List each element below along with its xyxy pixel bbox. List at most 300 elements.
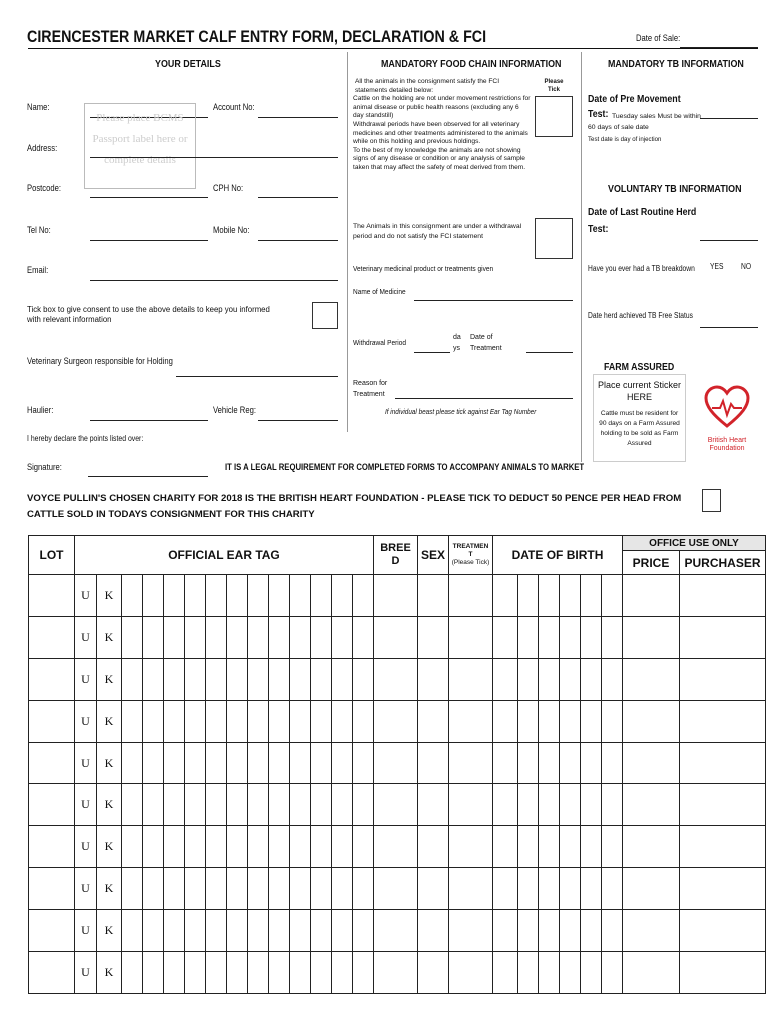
ear-tag-digit-cell[interactable] (122, 910, 143, 952)
reason-field[interactable] (395, 398, 573, 399)
dob-digit-cell[interactable] (602, 700, 623, 742)
ear-tag-digit-cell[interactable] (269, 575, 290, 617)
dob-header: DATE OF BIRTH (493, 536, 623, 575)
ear-tag-digit-cell[interactable] (206, 952, 227, 994)
price-cell[interactable] (623, 700, 680, 742)
ear-tag-digit-cell[interactable] (206, 784, 227, 826)
purchaser-cell[interactable] (680, 575, 766, 617)
withdrawal-checkbox[interactable] (535, 218, 573, 259)
dob-digit-cell[interactable] (493, 784, 518, 826)
lot-cell[interactable] (29, 742, 75, 784)
price-cell[interactable] (623, 868, 680, 910)
lot-cell[interactable] (29, 784, 75, 826)
price-cell[interactable] (623, 952, 680, 994)
price-cell[interactable] (623, 658, 680, 700)
dob-digit-cell[interactable] (560, 616, 581, 658)
dob-digit-cell[interactable] (602, 910, 623, 952)
consent-text: Tick box to give consent to use the above details to keep you informed with relevant information (27, 305, 270, 324)
signature-label: Signature: (27, 462, 62, 472)
dob-digit-cell[interactable] (518, 784, 539, 826)
price-cell[interactable] (623, 826, 680, 868)
ear-tag-digit-cell[interactable] (311, 784, 332, 826)
ear-tag-digit-cell[interactable] (122, 742, 143, 784)
ear-tag-digit-cell[interactable] (206, 658, 227, 700)
lot-cell[interactable] (29, 700, 75, 742)
purchaser-cell[interactable] (680, 952, 766, 994)
farm-assured-heading: FARM ASSURED (604, 361, 675, 373)
ear-tag-digit-cell[interactable] (227, 658, 248, 700)
treatment-cell[interactable] (449, 575, 493, 617)
ear-tag-digit-cell[interactable] (227, 616, 248, 658)
ear-tag-digit-cell[interactable] (122, 575, 143, 617)
ear-tag-digit-cell[interactable] (206, 742, 227, 784)
treatment-header (449, 536, 493, 575)
ear-tag-digit-cell[interactable] (269, 658, 290, 700)
ear-tag-k: K (97, 616, 122, 658)
lot-cell[interactable] (29, 952, 75, 994)
lot-cell[interactable] (29, 910, 75, 952)
tb-free-date-field[interactable] (700, 327, 758, 328)
dob-digit-cell[interactable] (493, 700, 518, 742)
ear-tag-digit-cell[interactable] (311, 952, 332, 994)
ear-tag-digit-cell[interactable] (290, 616, 311, 658)
dob-digit-cell[interactable] (602, 784, 623, 826)
account-no-field[interactable] (258, 117, 338, 118)
dob-digit-cell[interactable] (581, 575, 602, 617)
dob-digit-cell[interactable] (581, 784, 602, 826)
ear-tag-digit-cell[interactable] (185, 658, 206, 700)
ear-tag-digit-cell[interactable] (206, 826, 227, 868)
ear-tag-digit-cell[interactable] (353, 868, 374, 910)
ear-tag-digit-cell[interactable] (353, 826, 374, 868)
ear-tag-digit-cell[interactable] (311, 910, 332, 952)
ear-tag-digit-cell[interactable] (311, 742, 332, 784)
ear-tag-digit-cell[interactable] (227, 952, 248, 994)
last-routine-date-field[interactable] (700, 240, 758, 241)
dob-digit-cell[interactable] (560, 826, 581, 868)
dob-digit-cell[interactable] (539, 868, 560, 910)
ear-tag-digit-cell[interactable] (122, 658, 143, 700)
ear-tag-digit-cell[interactable] (206, 910, 227, 952)
lot-cell[interactable] (29, 868, 75, 910)
dob-digit-cell[interactable] (602, 616, 623, 658)
ear-tag-digit-cell[interactable] (206, 700, 227, 742)
ear-tag-digit-cell[interactable] (269, 868, 290, 910)
sex-cell[interactable] (418, 575, 449, 617)
breed-cell[interactable] (374, 868, 418, 910)
ear-tag-digit-cell[interactable] (143, 658, 164, 700)
tb-no-option[interactable]: NO (741, 262, 752, 271)
ear-tag-digit-cell[interactable] (332, 826, 353, 868)
ear-tag-digit-cell[interactable] (122, 952, 143, 994)
sex-cell[interactable] (418, 700, 449, 742)
individual-note: If individual beast please tick against Ear Tag Number (385, 407, 537, 416)
ear-tag-u: U (75, 910, 97, 952)
price-cell[interactable] (623, 742, 680, 784)
fci-satisfy-checkbox[interactable] (535, 96, 573, 137)
ear-tag-digit-cell[interactable] (206, 616, 227, 658)
ear-tag-digit-cell[interactable] (227, 826, 248, 868)
ear-tag-digit-cell[interactable] (290, 952, 311, 994)
cph-no-field[interactable] (258, 197, 338, 198)
declare-text: I hereby declare the points listed over: (27, 434, 144, 443)
ear-tag-digit-cell[interactable] (311, 826, 332, 868)
ear-tag-digit-cell[interactable] (164, 784, 185, 826)
dob-digit-cell[interactable] (518, 658, 539, 700)
purchaser-cell[interactable] (680, 784, 766, 826)
ear-tag-digit-cell[interactable] (311, 868, 332, 910)
withdrawal-period-label: Withdrawal Period (353, 338, 406, 347)
breed-cell[interactable] (374, 784, 418, 826)
vet-surgeon-field[interactable] (176, 376, 338, 377)
haulier-field[interactable] (90, 420, 208, 421)
ear-tag-digit-cell[interactable] (122, 700, 143, 742)
treatment-cell[interactable] (449, 742, 493, 784)
ear-tag-digit-cell[interactable] (164, 575, 185, 617)
price-cell[interactable] (623, 575, 680, 617)
ear-tag-digit-cell[interactable] (269, 742, 290, 784)
ear-tag-digit-cell[interactable] (353, 616, 374, 658)
sex-cell[interactable] (418, 616, 449, 658)
ear-tag-digit-cell[interactable] (185, 868, 206, 910)
ear-tag-digit-cell[interactable] (332, 784, 353, 826)
dob-digit-cell[interactable] (518, 952, 539, 994)
ear-tag-digit-cell[interactable] (185, 784, 206, 826)
dob-digit-cell[interactable] (560, 868, 581, 910)
dob-digit-cell[interactable] (560, 784, 581, 826)
dob-digit-cell[interactable] (581, 826, 602, 868)
ear-tag-digit-cell[interactable] (248, 826, 269, 868)
ear-tag-digit-cell[interactable] (248, 784, 269, 826)
ear-tag-digit-cell[interactable] (332, 616, 353, 658)
dob-digit-cell[interactable] (493, 742, 518, 784)
tb-free-label: Date herd achieved TB Free Status (588, 311, 693, 320)
ear-tag-digit-cell[interactable] (290, 910, 311, 952)
ear-tag-digit-cell[interactable] (143, 742, 164, 784)
dob-digit-cell[interactable] (493, 952, 518, 994)
dob-digit-cell[interactable] (518, 616, 539, 658)
ear-tag-digit-cell[interactable] (290, 868, 311, 910)
dob-digit-cell[interactable] (539, 826, 560, 868)
name-of-medicine-field[interactable] (414, 300, 573, 301)
ear-tag-digit-cell[interactable] (290, 658, 311, 700)
ear-tag-digit-cell[interactable] (353, 784, 374, 826)
dob-digit-cell[interactable] (581, 868, 602, 910)
purchaser-cell[interactable] (680, 742, 766, 784)
title-underline (28, 48, 758, 49)
breed-cell[interactable] (374, 616, 418, 658)
email-field[interactable] (90, 280, 338, 281)
ear-tag-digit-cell[interactable] (122, 826, 143, 868)
ear-tag-digit-cell[interactable] (164, 616, 185, 658)
dob-digit-cell[interactable] (539, 575, 560, 617)
dob-digit-cell[interactable] (560, 910, 581, 952)
ear-tag-digit-cell[interactable] (269, 910, 290, 952)
ear-tag-digit-cell[interactable] (311, 616, 332, 658)
dob-digit-cell[interactable] (539, 784, 560, 826)
dob-digit-cell[interactable] (518, 742, 539, 784)
treatment-cell[interactable] (449, 826, 493, 868)
sex-cell[interactable] (418, 952, 449, 994)
dob-digit-cell[interactable] (518, 575, 539, 617)
dob-digit-cell[interactable] (539, 616, 560, 658)
dob-digit-cell[interactable] (539, 658, 560, 700)
ear-tag-digit-cell[interactable] (290, 742, 311, 784)
ear-tag-digit-cell[interactable] (269, 700, 290, 742)
ear-tag-digit-cell[interactable] (332, 700, 353, 742)
dob-digit-cell[interactable] (518, 910, 539, 952)
ear-tag-digit-cell[interactable] (143, 826, 164, 868)
treatment-cell[interactable] (449, 616, 493, 658)
ear-tag-digit-cell[interactable] (164, 658, 185, 700)
dob-digit-cell[interactable] (493, 616, 518, 658)
ear-tag-digit-cell[interactable] (143, 575, 164, 617)
treatment-cell[interactable] (449, 910, 493, 952)
purchaser-cell[interactable] (680, 910, 766, 952)
dob-digit-cell[interactable] (518, 868, 539, 910)
dob-digit-cell[interactable] (493, 910, 518, 952)
ear-tag-digit-cell[interactable] (311, 658, 332, 700)
ear-tag-digit-cell[interactable] (290, 784, 311, 826)
dob-digit-cell[interactable] (581, 742, 602, 784)
date-of-sale-label: Date of Sale: (636, 33, 681, 43)
ear-tag-digit-cell[interactable] (248, 742, 269, 784)
purchaser-cell[interactable] (680, 658, 766, 700)
ear-tag-u: U (75, 742, 97, 784)
ear-tag-digit-cell[interactable] (227, 742, 248, 784)
ear-tag-digit-cell[interactable] (332, 910, 353, 952)
dob-digit-cell[interactable] (560, 575, 581, 617)
ear-tag-digit-cell[interactable] (332, 575, 353, 617)
table-row (29, 575, 766, 617)
ear-tag-digit-cell[interactable] (206, 575, 227, 617)
charity-checkbox[interactable] (702, 489, 721, 512)
ear-tag-digit-cell[interactable] (353, 910, 374, 952)
ear-tag-digit-cell[interactable] (353, 952, 374, 994)
purchaser-cell[interactable] (680, 700, 766, 742)
breed-cell[interactable] (374, 700, 418, 742)
ear-tag-digit-cell[interactable] (353, 658, 374, 700)
ear-tag-digit-cell[interactable] (248, 575, 269, 617)
ear-tag-digit-cell[interactable] (185, 952, 206, 994)
fci-statement: Cattle on the holding are not under movement restrictions for animal disease or public health reasons (excluding any 6 day standstill) (353, 95, 531, 120)
ear-tag-digit-cell[interactable] (185, 826, 206, 868)
treatment-cell[interactable] (449, 658, 493, 700)
sex-cell[interactable] (418, 826, 449, 868)
ear-tag-digit-cell[interactable] (227, 575, 248, 617)
price-cell[interactable] (623, 784, 680, 826)
ear-tag-digit-cell[interactable] (332, 952, 353, 994)
dob-digit-cell[interactable] (602, 658, 623, 700)
ear-tag-digit-cell[interactable] (248, 700, 269, 742)
sex-cell[interactable] (418, 910, 449, 952)
ear-tag-digit-cell[interactable] (290, 826, 311, 868)
dob-digit-cell[interactable] (560, 700, 581, 742)
reason-label: Reason for Treatment (353, 380, 388, 398)
ear-tag-digit-cell[interactable] (164, 826, 185, 868)
ear-tag-u: U (75, 868, 97, 910)
purchaser-cell[interactable] (680, 868, 766, 910)
lot-cell[interactable] (29, 575, 75, 617)
pre-movement-date-field[interactable] (700, 118, 758, 119)
dob-digit-cell[interactable] (539, 700, 560, 742)
ear-tag-digit-cell[interactable] (248, 868, 269, 910)
lot-cell[interactable] (29, 658, 75, 700)
cph-no-label: CPH No: (213, 183, 244, 193)
farm-assured-sticker-area[interactable] (593, 374, 686, 462)
ear-tag-digit-cell[interactable] (311, 700, 332, 742)
dob-digit-cell[interactable] (581, 658, 602, 700)
ear-tag-digit-cell[interactable] (227, 868, 248, 910)
dob-digit-cell[interactable] (560, 658, 581, 700)
dob-digit-cell[interactable] (539, 742, 560, 784)
ear-tag-digit-cell[interactable] (185, 910, 206, 952)
days-label: da ys (453, 334, 461, 352)
lot-cell[interactable] (29, 826, 75, 868)
ear-tag-k: K (97, 868, 122, 910)
breed-cell[interactable] (374, 742, 418, 784)
ear-tag-digit-cell[interactable] (143, 700, 164, 742)
purchaser-cell[interactable] (680, 616, 766, 658)
ear-tag-digit-cell[interactable] (227, 784, 248, 826)
fci-statements (353, 78, 531, 173)
ear-tag-k: K (97, 826, 122, 868)
breed-cell[interactable] (374, 575, 418, 617)
ear-tag-digit-cell[interactable] (248, 616, 269, 658)
dob-digit-cell[interactable] (493, 658, 518, 700)
sex-cell[interactable] (418, 784, 449, 826)
ear-tag-digit-cell[interactable] (353, 742, 374, 784)
bcms-label-area[interactable] (84, 103, 196, 189)
ear-tag-digit-cell[interactable] (269, 784, 290, 826)
price-cell[interactable] (623, 910, 680, 952)
dob-digit-cell[interactable] (560, 742, 581, 784)
dob-digit-cell[interactable] (518, 700, 539, 742)
ear-tag-digit-cell[interactable] (248, 910, 269, 952)
dob-digit-cell[interactable] (518, 826, 539, 868)
sex-cell[interactable] (418, 868, 449, 910)
mobile-no-field[interactable] (258, 240, 338, 241)
breed-cell[interactable] (374, 910, 418, 952)
ear-tag-digit-cell[interactable] (353, 575, 374, 617)
ear-tag-digit-cell[interactable] (248, 952, 269, 994)
ear-tag-digit-cell[interactable] (332, 658, 353, 700)
table-row (29, 868, 766, 910)
ear-tag-digit-cell[interactable] (164, 742, 185, 784)
ear-tag-digit-cell[interactable] (332, 868, 353, 910)
ear-tag-header: OFFICIAL EAR TAG (75, 536, 374, 575)
tel-no-field[interactable] (90, 240, 208, 241)
ear-tag-digit-cell[interactable] (269, 826, 290, 868)
dob-digit-cell[interactable] (581, 952, 602, 994)
ear-tag-digit-cell[interactable] (122, 616, 143, 658)
dob-digit-cell[interactable] (581, 700, 602, 742)
price-cell[interactable] (623, 616, 680, 658)
ear-tag-digit-cell[interactable] (269, 952, 290, 994)
ear-tag-digit-cell[interactable] (185, 742, 206, 784)
ear-tag-digit-cell[interactable] (143, 952, 164, 994)
heart-icon (702, 382, 752, 432)
fci-statement: To the best of my knowledge the animals are not showing signs of any disease or condition or any analysis of sample taken that may affect the safety of meat derived from them. (353, 146, 526, 171)
dob-digit-cell[interactable] (581, 616, 602, 658)
breed-cell[interactable] (374, 658, 418, 700)
ear-tag-digit-cell[interactable] (248, 658, 269, 700)
ear-tag-digit-cell[interactable] (353, 700, 374, 742)
email-label: Email: (27, 265, 49, 275)
lot-header: LOT (29, 536, 75, 575)
treatment-cell[interactable] (449, 784, 493, 826)
treatment-cell[interactable] (449, 952, 493, 994)
table-row (29, 826, 766, 868)
lot-cell[interactable] (29, 616, 75, 658)
dob-digit-cell[interactable] (602, 575, 623, 617)
ear-tag-digit-cell[interactable] (269, 616, 290, 658)
vet-product-label: Veterinary medicinal product or treatments given (353, 264, 494, 273)
sex-cell[interactable] (418, 658, 449, 700)
vehicle-reg-field[interactable] (258, 420, 338, 421)
dob-digit-cell[interactable] (581, 910, 602, 952)
ear-tag-digit-cell[interactable] (164, 700, 185, 742)
breed-cell[interactable] (374, 952, 418, 994)
purchaser-header: PURCHASER (680, 551, 766, 575)
price-header: PRICE (623, 551, 680, 575)
dob-digit-cell[interactable] (493, 868, 518, 910)
ear-tag-digit-cell[interactable] (227, 700, 248, 742)
ear-tag-digit-cell[interactable] (122, 868, 143, 910)
ear-tag-digit-cell[interactable] (143, 616, 164, 658)
consent-checkbox[interactable] (312, 302, 338, 329)
sex-cell[interactable] (418, 742, 449, 784)
treatment-cell[interactable] (449, 868, 493, 910)
dob-digit-cell[interactable] (602, 742, 623, 784)
dob-digit-cell[interactable] (602, 868, 623, 910)
date-of-treatment-field[interactable] (526, 352, 573, 353)
ear-tag-digit-cell[interactable] (227, 910, 248, 952)
ear-tag-digit-cell[interactable] (185, 700, 206, 742)
ear-tag-k: K (97, 952, 122, 994)
ear-tag-digit-cell[interactable] (311, 575, 332, 617)
dob-digit-cell[interactable] (602, 826, 623, 868)
dob-digit-cell[interactable] (493, 826, 518, 868)
address-field[interactable] (90, 157, 338, 158)
ear-tag-digit-cell[interactable] (164, 868, 185, 910)
dob-digit-cell[interactable] (539, 910, 560, 952)
dob-digit-cell[interactable] (539, 952, 560, 994)
dob-digit-cell[interactable] (560, 952, 581, 994)
signature-field[interactable] (88, 476, 208, 477)
dob-digit-cell[interactable] (493, 575, 518, 617)
postcode-field[interactable] (90, 197, 208, 198)
ear-tag-digit-cell[interactable] (185, 575, 206, 617)
ear-tag-digit-cell[interactable] (332, 742, 353, 784)
dob-digit-cell[interactable] (602, 952, 623, 994)
purchaser-cell[interactable] (680, 826, 766, 868)
treatment-cell[interactable] (449, 700, 493, 742)
breed-cell[interactable] (374, 826, 418, 868)
ear-tag-digit-cell[interactable] (143, 784, 164, 826)
ear-tag-digit-cell[interactable] (206, 868, 227, 910)
ear-tag-digit-cell[interactable] (164, 952, 185, 994)
ear-tag-digit-cell[interactable] (143, 868, 164, 910)
ear-tag-digit-cell[interactable] (290, 575, 311, 617)
ear-tag-digit-cell[interactable] (143, 910, 164, 952)
ear-tag-digit-cell[interactable] (185, 616, 206, 658)
tb-yes-option[interactable]: YES (710, 262, 724, 271)
withdrawal-days-field[interactable] (414, 352, 450, 353)
ear-tag-digit-cell[interactable] (122, 784, 143, 826)
ear-tag-digit-cell[interactable] (164, 910, 185, 952)
ear-tag-digit-cell[interactable] (290, 700, 311, 742)
